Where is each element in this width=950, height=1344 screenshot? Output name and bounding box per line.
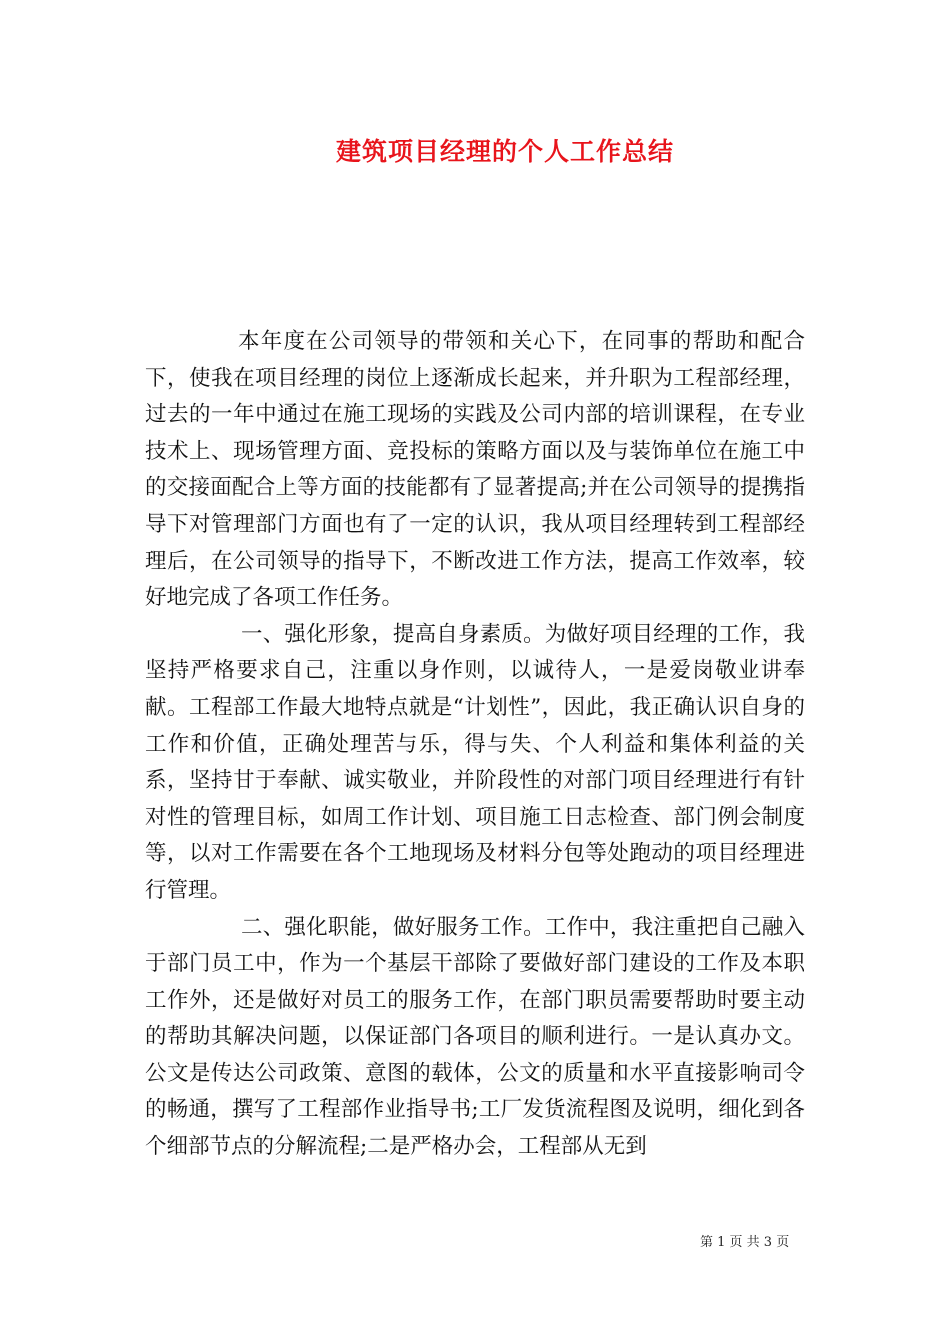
document-title: 建筑项目经理的个人工作总结 [335, 137, 674, 166]
paragraph-section-two: 二、强化职能，做好服务工作。工作中，我注重把自己融入于部门员工中，作为一个基层干部除了要做好部门建设的工作及本职工作外，还是做好对员工的服务工作，在部门职员需要帮助时要主动的帮助其解决问题，以保证部门各项目的顺利进行。一是认真办文。公文是传达公司政策、意图的载体，公文的质量和水平直接影响司令的畅通，撰写了工程部作业指导书;工厂发货流程图及说明，细化到各个细部节点的分解流程;二是严格办会，工程部从无到 [145, 914, 805, 1160]
paragraph-intro: 本年度在公司领导的带领和关心下，在同事的帮助和配合下，使我在项目经理的岗位上逐渐成长起来，并升职为工程部经理，过去的一年中通过在施工现场的实践及公司内部的培训课程，在专业技术上、现场管理方面、竞投标的策略方面以及与装饰单位在施工中的交接面配合上等方面的技能都有了显著提高;并在公司领导的提携指导下对管理部门方面也有了一定的认识，我从项目经理转到工程部经理后，在公司领导的指导下，不断改进工作方法，提高工作效率，较好地完成了各项工作任务。 [145, 329, 805, 611]
page-number-footer: 第 1 页 共 3 页 [700, 1235, 790, 1250]
paragraph-section-one: 一、强化形象，提高自身素质。为做好项目经理的工作，我坚持严格要求自己，注重以身作则，以诚待人，一是爱岗敬业讲奉献。工程部工作最大地特点就是“计划性”，因此，我正确认识自身的工作和价值，正确处理苦与乐，得与失、个人利益和集体利益的关系，坚持甘于奉献、诚实敬业，并阶段性的对部门项目经理进行有针对性的管理目标，如周工作计划、项目施工日志检查、部门例会制度等，以对工作需要在各个工地现场及材料分包等处跑动的项目经理进行管理。 [145, 621, 805, 903]
document-body [145, 324, 805, 1166]
